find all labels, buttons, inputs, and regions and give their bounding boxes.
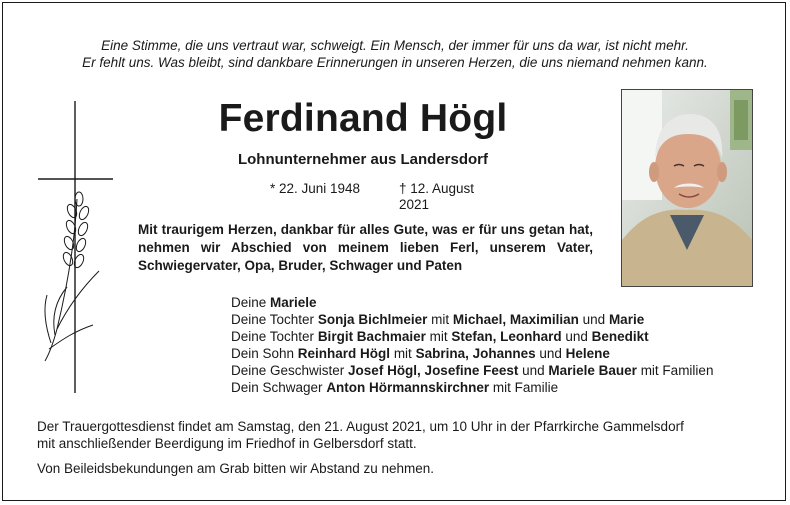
mourner-relation: und: [518, 363, 549, 378]
mourner-relation: Deine Geschwister: [231, 363, 349, 378]
mourner-name: Anton Hörmannskirchner: [326, 380, 490, 395]
mourner-name: Josef Högl, Josefine Feest: [348, 363, 519, 378]
service-line-2: mit anschließender Beerdigung im Friedhof in Gelbersdorf statt.: [37, 436, 417, 451]
mourner-line: [231, 362, 771, 379]
mourner-relation: mit: [425, 329, 452, 344]
mourner-name: Mariele Bauer: [548, 363, 637, 378]
portrait-photo: [621, 89, 753, 287]
mourner-name: Marie: [608, 312, 645, 327]
service-line-1: Der Trauergottesdienst findet am Samstag, den 21. August 2021, um 10 Uhr in der Pfarrkirche Gammelsdorf: [37, 419, 684, 434]
mourner-relation: mit: [427, 312, 453, 327]
mourner-relation: Deine: [231, 295, 271, 310]
mourner-relation: und: [561, 329, 592, 344]
birth-date: * 22. Juni 1948: [270, 181, 361, 196]
mourner-relation: Deine Tochter: [231, 312, 318, 327]
motto-line-2: Er fehlt uns. Was bleibt, sind dankbare Erinnerungen in unseren Herzen, die uns niemand nehmen kann.: [82, 55, 708, 70]
deceased-name: Ferdinand Högl: [218, 97, 508, 140]
motto-line-1: Eine Stimme, die uns vertraut war, schweigt. Ein Mensch, der immer für uns da war, ist nicht mehr.: [101, 38, 689, 53]
mourner-relation: mit: [390, 346, 416, 361]
mourner-relation: Deine Tochter: [231, 329, 318, 344]
cross-with-wheat-icon: [37, 99, 117, 395]
mourner-relation: und: [535, 346, 566, 361]
mourner-line: [231, 328, 771, 345]
death-date: † 12. August 2021: [399, 181, 475, 212]
mourner-relation: Dein Schwager: [231, 380, 327, 395]
mourner-name: Mariele: [270, 295, 317, 310]
mourner-relation: mit Familie: [489, 380, 559, 395]
motto-text: [3, 37, 787, 71]
mourner-line: [231, 311, 771, 328]
portrait-image: [622, 90, 752, 286]
mourner-relation: mit Familien: [636, 363, 714, 378]
mourner-relation: Dein Sohn: [231, 346, 298, 361]
mourner-line: [231, 345, 771, 362]
mourner-name: Reinhard Högl: [297, 346, 391, 361]
mourner-name: Stefan, Leonhard: [451, 329, 562, 344]
obituary-notice: [2, 2, 786, 501]
mourner-name: Birgit Bachmaier: [317, 329, 426, 344]
condolence-request: Von Beileidsbekundungen am Grab bitten wir Abstand zu nehmen.: [37, 461, 435, 476]
mourner-name: Helene: [565, 346, 610, 361]
mourner-name: Michael, Maximilian: [452, 312, 579, 327]
mourner-line: [231, 379, 771, 396]
mourner-name: Benedikt: [591, 329, 649, 344]
mourner-name: Sonja Bichlmeier: [317, 312, 428, 327]
mourner-name: Sabrina, Johannes: [415, 346, 536, 361]
mourner-line: [231, 294, 771, 311]
deceased-profession: Lohnunternehmer aus Landersdorf: [237, 151, 489, 168]
farewell-text: Mit traurigem Herzen, dankbar für alles Gute, was er für uns getan hat, nehmen wir Abschied von meinem lieben Ferl, unserem Vater, Schwiegervater, Opa, Bruder, Schwager und Paten: [138, 222, 593, 273]
funeral-service-info: [37, 418, 777, 452]
mourners-list: [231, 294, 771, 396]
mourner-relation: und: [578, 312, 609, 327]
